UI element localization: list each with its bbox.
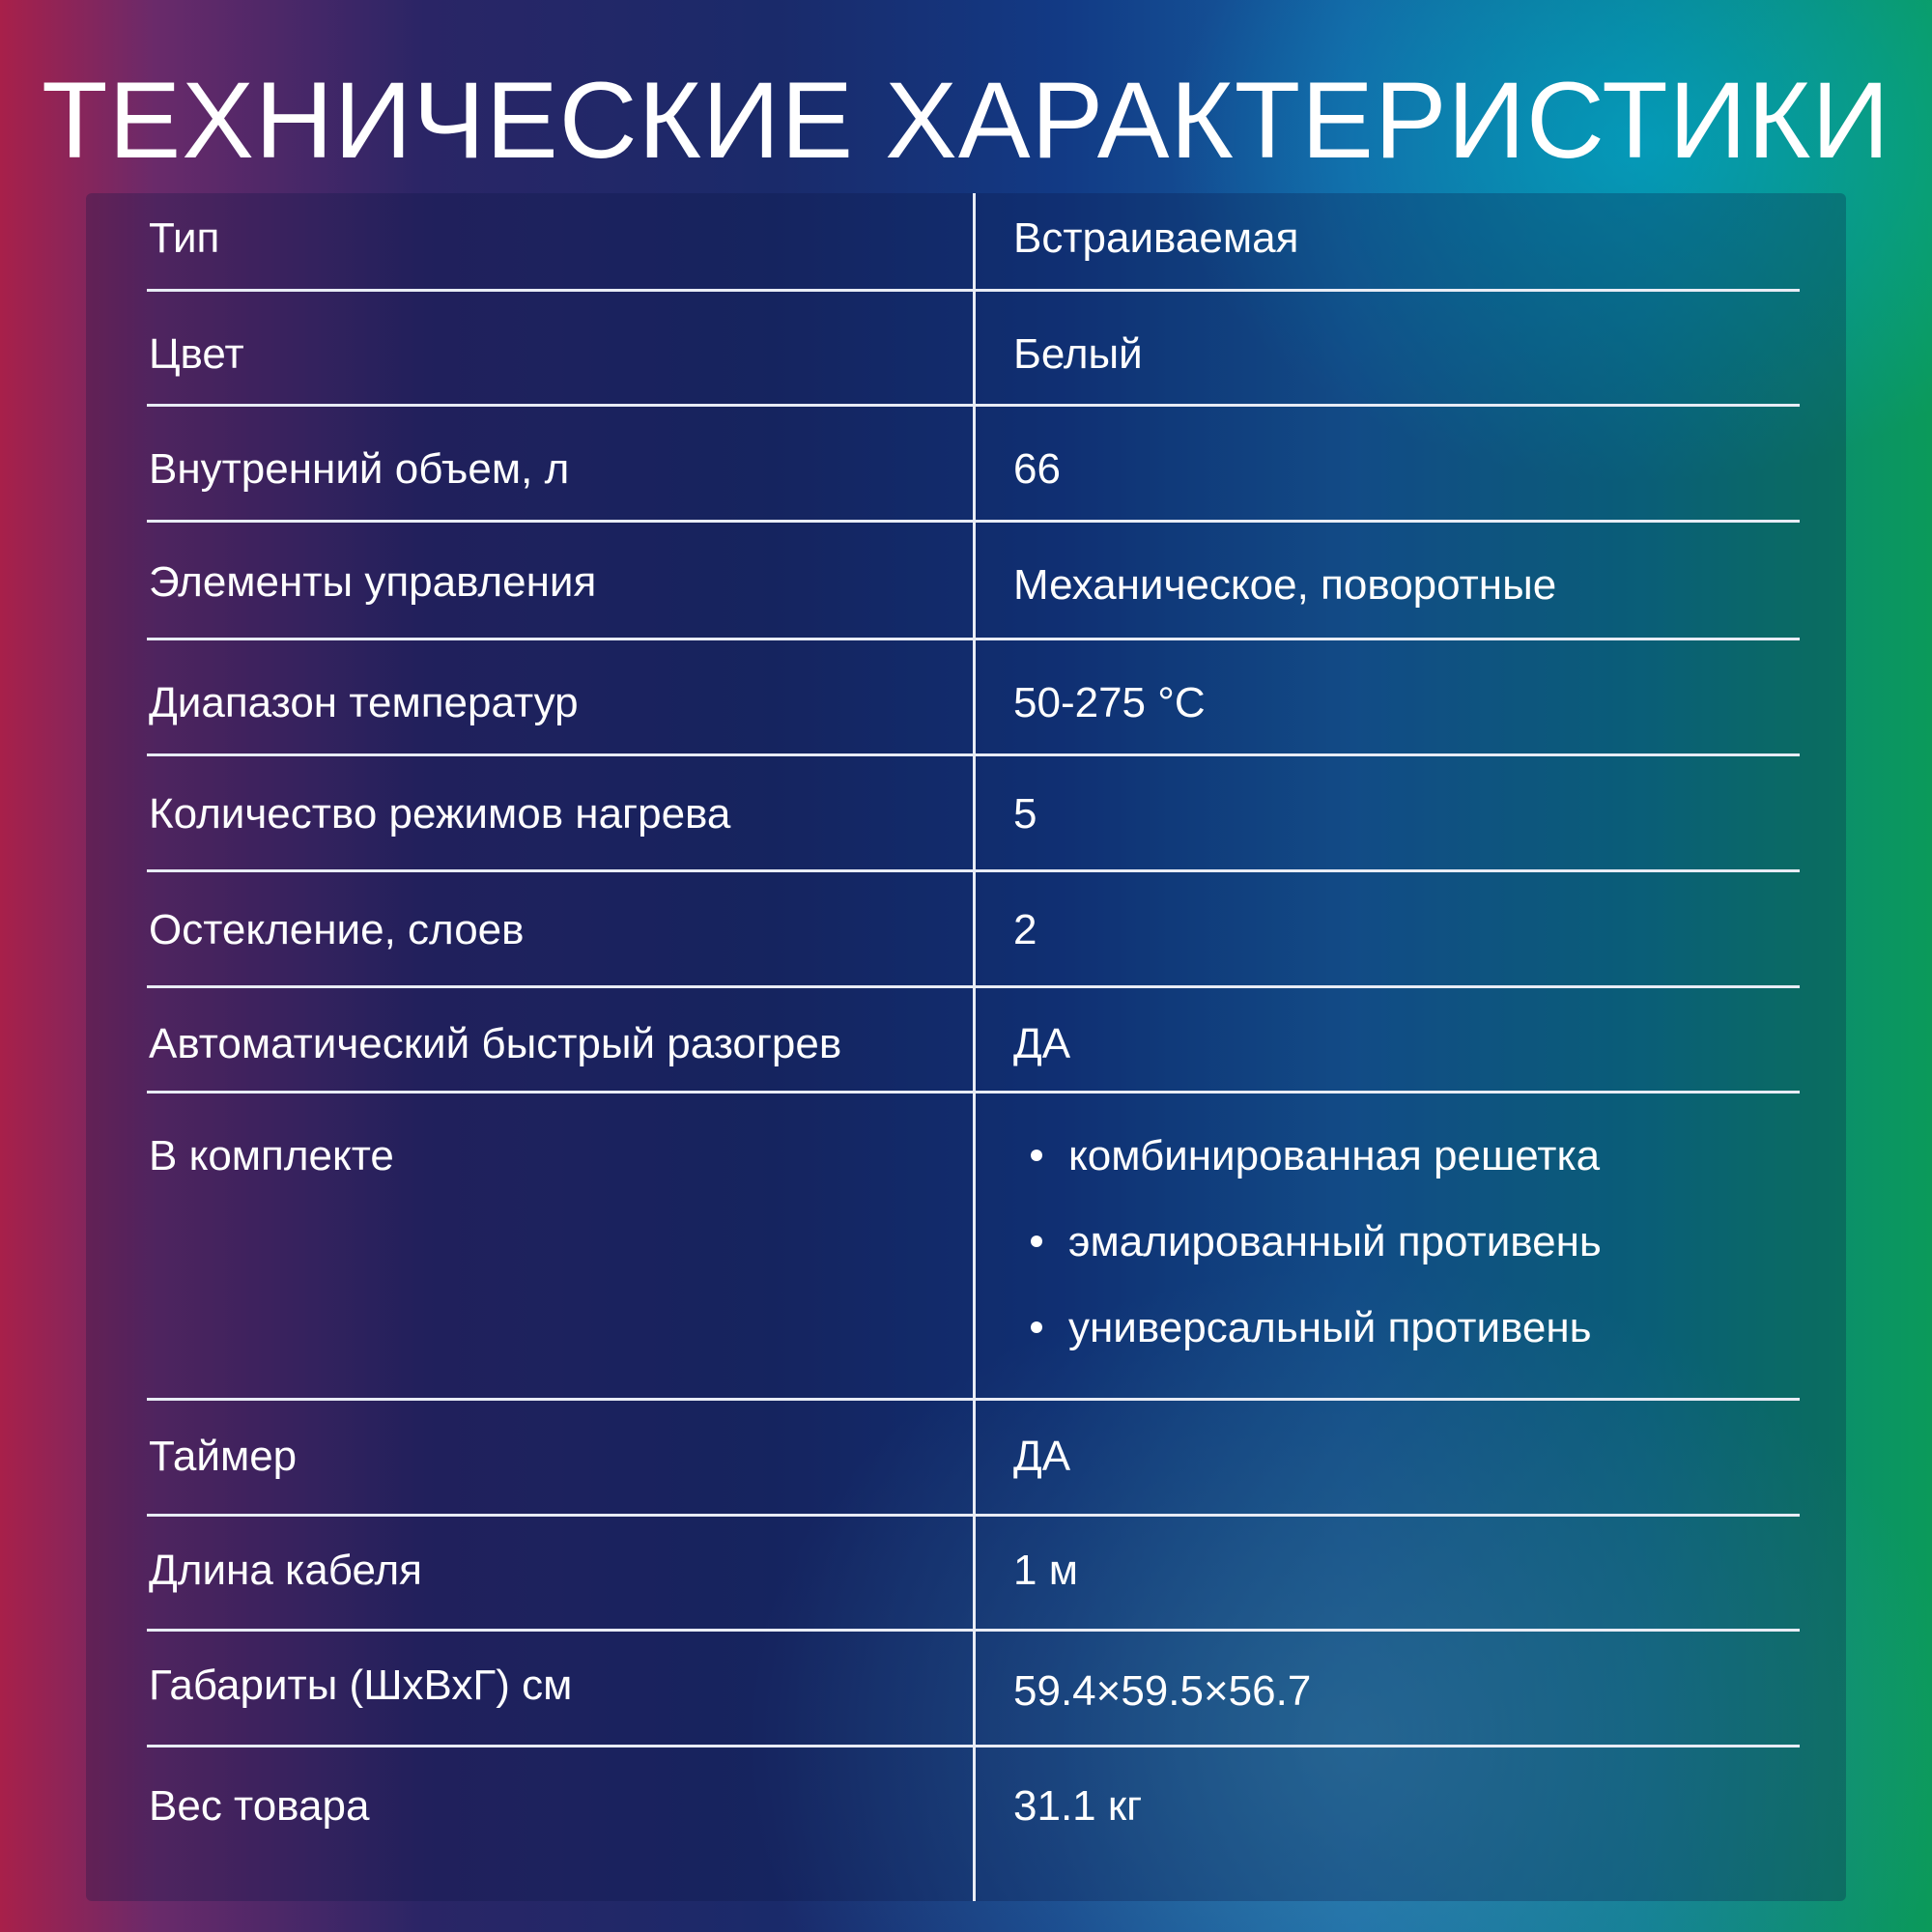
- bullet-icon: [1031, 1150, 1042, 1161]
- spec-row-weight: [147, 1747, 1800, 1901]
- spec-row-volume: [147, 407, 1800, 523]
- list-item: эмалированный противень: [1013, 1218, 1602, 1304]
- spec-row-fast-preheat: [147, 988, 1800, 1094]
- spec-key: Остекление, слоев: [149, 906, 525, 953]
- spec-row-cable-length: [147, 1517, 1800, 1632]
- spec-value: 5: [1013, 790, 1037, 838]
- spec-row-glazing: [147, 872, 1800, 988]
- spec-row-color: [147, 292, 1800, 407]
- spec-row-included: [147, 1094, 1800, 1401]
- spec-value: 2: [1013, 906, 1037, 953]
- spec-key: Внутренний объем, л: [149, 445, 570, 493]
- spec-key: Таймер: [149, 1433, 298, 1480]
- spec-value: 1 м: [1013, 1547, 1078, 1594]
- spec-row-timer: [147, 1401, 1800, 1517]
- spec-key: Диапазон температур: [149, 679, 579, 726]
- spec-value: 31.1 кг: [1013, 1782, 1143, 1830]
- spec-row-type: [147, 193, 1800, 292]
- spec-key: В комплекте: [149, 1132, 394, 1179]
- spec-value: ДА: [1013, 1433, 1071, 1480]
- spec-value: 59.4×59.5×56.7: [1013, 1667, 1312, 1715]
- spec-key: Тип: [149, 214, 220, 262]
- bullet-icon: [1031, 1236, 1042, 1247]
- spec-value: Встраиваемая: [1013, 214, 1299, 262]
- spec-key: Автоматический быстрый разогрев: [149, 1020, 842, 1067]
- page-title: ТЕХНИЧЕСКИЕ ХАРАКТЕРИСТИКИ: [42, 60, 1890, 181]
- spec-key: Вес товара: [149, 1782, 370, 1830]
- spec-key: Элементы управления: [149, 558, 597, 606]
- spec-row-temperature: [147, 640, 1800, 756]
- spec-value: 66: [1013, 445, 1061, 493]
- spec-value: Механическое, поворотные: [1013, 561, 1557, 609]
- list-item: комбинированная решетка: [1013, 1132, 1602, 1218]
- spec-row-dimensions: [147, 1632, 1800, 1747]
- spec-value: ДА: [1013, 1020, 1071, 1067]
- spec-key: Длина кабеля: [149, 1547, 422, 1594]
- spec-row-heating-modes: [147, 756, 1800, 872]
- bullet-icon: [1031, 1321, 1042, 1333]
- spec-row-controls: [147, 523, 1800, 640]
- included-items-list: [1013, 1132, 1602, 1390]
- spec-key: Цвет: [149, 330, 244, 378]
- list-item: универсальный противень: [1013, 1304, 1602, 1390]
- spec-key: Количество режимов нагрева: [149, 790, 731, 838]
- spec-value: Белый: [1013, 330, 1143, 378]
- spec-value: 50-275 °C: [1013, 679, 1206, 726]
- spec-key: Габариты (ШхВхГ) см: [149, 1662, 573, 1709]
